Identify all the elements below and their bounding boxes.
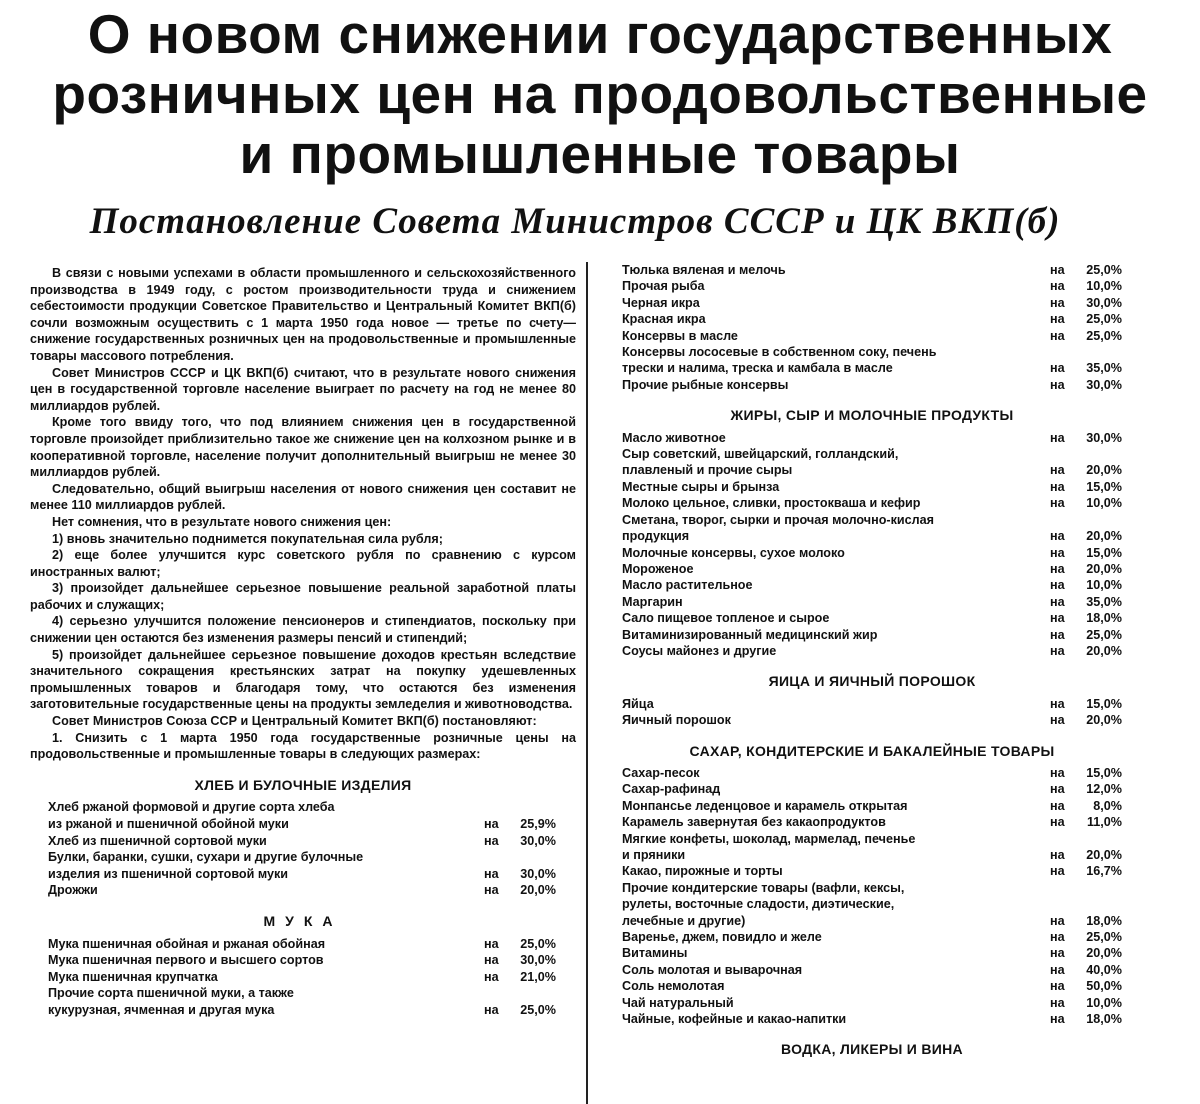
item-name: Молоко цельное, сливки, простокваша и кефир	[622, 496, 921, 511]
table-row	[622, 962, 1122, 978]
item-percent: 20,0%	[1086, 463, 1122, 478]
item-percent: 20,0%	[1086, 643, 1122, 658]
item-name: Прочие кондитерские товары (вафли, кексы, рулеты, восточные сладости, диэтические, лечебные и другие)	[622, 880, 905, 928]
item-name: Яичный порошок	[622, 713, 731, 728]
item-percent: 50,0%	[1086, 979, 1122, 994]
item-percent: 25,0%	[1086, 627, 1122, 642]
item-percent: 30,0%	[520, 833, 556, 848]
item-percent: 15,0%	[1086, 479, 1122, 494]
item-percent: 25,0%	[520, 936, 556, 951]
item-percent: 25,0%	[1086, 263, 1122, 277]
table-row	[48, 969, 556, 986]
item-prefix: на	[1050, 263, 1065, 277]
section-heading: ЖИРЫ, СЫР И МОЛОЧНЫЕ ПРОДУКТЫ	[730, 407, 1014, 424]
item-prefix: на	[1050, 361, 1065, 376]
item-name: Карамель завернутая без какаопродуктов	[622, 815, 886, 830]
item-name: Мороженое	[622, 561, 694, 576]
item-percent: 21,0%	[520, 969, 556, 984]
item-prefix: на	[484, 1002, 499, 1017]
table-row	[622, 643, 1122, 659]
table-row	[622, 594, 1122, 610]
table-row	[622, 880, 1122, 929]
item-name: Молочные консервы, сухое молоко	[622, 545, 845, 560]
item-name: Местные сыры и брынза	[622, 479, 780, 494]
table-row	[622, 545, 1122, 561]
item-prefix: на	[484, 833, 499, 848]
item-percent: 30,0%	[1086, 377, 1122, 392]
item-prefix: на	[1050, 643, 1065, 658]
body-paragraph: 1. Снизить с 1 марта 1950 года государственные розничные цены на продовольственные и промышленные товары в следующих размерах:	[30, 730, 576, 762]
item-percent: 25,0%	[520, 1002, 556, 1017]
section-heading: МУКА	[263, 912, 343, 929]
item-prefix: на	[484, 866, 499, 881]
table-row	[622, 495, 1122, 511]
item-name: Соль немолотая	[622, 979, 725, 994]
item-percent: 25,0%	[1086, 930, 1122, 945]
price-table	[48, 936, 556, 1019]
item-name: Сахар-рафинад	[622, 782, 721, 797]
item-name: Дрожжи	[48, 883, 98, 898]
item-prefix: на	[1050, 279, 1065, 294]
table-row	[622, 377, 1122, 393]
item-prefix: на	[1050, 696, 1065, 711]
item-percent: 18,0%	[1086, 1012, 1122, 1027]
item-prefix: на	[1050, 713, 1065, 728]
item-name: Прочие сорта пшеничной муки, а также кукурузная, ячменная и другая мука	[48, 986, 294, 1017]
item-prefix: на	[1050, 611, 1065, 626]
item-prefix: на	[1050, 594, 1065, 609]
item-prefix: на	[1050, 627, 1065, 642]
item-percent: 25,0%	[1086, 328, 1122, 343]
item-prefix: на	[1050, 946, 1065, 961]
item-percent: 20,0%	[1086, 946, 1122, 961]
table-row	[622, 446, 1122, 479]
price-table	[622, 696, 1122, 729]
item-name: Соль молотая и выварочная	[622, 962, 803, 977]
item-prefix: на	[1050, 479, 1065, 494]
item-percent: 15,0%	[1086, 765, 1122, 780]
item-prefix: на	[1050, 328, 1065, 343]
item-name: Сахар-песок	[622, 765, 700, 780]
table-row	[622, 945, 1122, 961]
item-name: Варенье, джем, повидло и желе	[622, 930, 822, 945]
body-paragraph: Следовательно, общий выигрыш населения от нового снижения цен составит не менее 110 миллиардов рублей.	[30, 481, 576, 513]
body-paragraph: 2) еще более улучшится курс советского рубля по сравнению с курсом иностранных валют;	[30, 548, 576, 579]
table-row	[622, 512, 1122, 545]
column-divider	[586, 262, 588, 1104]
table-row	[622, 929, 1122, 945]
item-prefix: на	[1050, 561, 1065, 576]
left-column	[30, 265, 576, 1019]
item-prefix: на	[1050, 962, 1065, 977]
table-row	[622, 577, 1122, 593]
item-prefix: на	[1050, 1012, 1065, 1027]
price-table	[622, 262, 1122, 393]
subtitle: Постановление Совета Министров СССР и ЦК ВКП(б)	[89, 201, 1061, 242]
table-row	[622, 814, 1122, 830]
body-paragraph: Совет Министров Союза ССР и Центральный Комитет ВКП(б) постановляют:	[52, 714, 537, 729]
item-name: Мука пшеничная первого и высшего сортов	[48, 953, 324, 968]
item-prefix: на	[484, 883, 499, 898]
table-row	[622, 311, 1122, 327]
item-percent: 16,7%	[1086, 864, 1122, 879]
item-prefix: на	[1050, 995, 1065, 1010]
table-row	[622, 262, 1122, 278]
item-percent: 11,0%	[1086, 815, 1122, 830]
item-percent: 30,0%	[1086, 295, 1122, 310]
table-row	[622, 295, 1122, 311]
table-row	[622, 627, 1122, 643]
item-name: Яйца	[622, 696, 654, 711]
item-name: Консервы в масле	[622, 328, 738, 343]
table-row	[622, 610, 1122, 626]
right-column	[622, 262, 1122, 1064]
item-name: Сало пищевое топленое и сырое	[622, 611, 830, 626]
item-prefix: на	[1050, 377, 1065, 392]
item-percent: 25,0%	[1086, 312, 1122, 327]
item-prefix: на	[1050, 979, 1065, 994]
item-percent: 10,0%	[1086, 578, 1122, 593]
item-name: Мука пшеничная крупчатка	[48, 969, 218, 984]
item-name: Чайные, кофейные и какао-напитки	[622, 1012, 847, 1027]
item-name: Прочие рыбные консервы	[622, 377, 789, 392]
item-prefix: на	[1050, 798, 1065, 813]
table-row	[622, 1011, 1122, 1027]
item-percent: 30,0%	[1086, 430, 1122, 445]
table-row	[622, 328, 1122, 344]
item-prefix: на	[1050, 864, 1065, 879]
table-row	[622, 430, 1122, 446]
item-percent: 15,0%	[1086, 696, 1122, 711]
body-paragraph: 5) произойдет дальнейшее серьезное повышение доходов крестьян вследствие значительного сокращения крестьянских затрат на покупку удешевленных промышленных товаров и благодаря тому, что остаются без изменения заготовительные государственные цены на продукты земледелия и животноводства.	[30, 647, 576, 712]
item-percent: 30,0%	[520, 953, 556, 968]
table-row	[622, 344, 1122, 377]
table-row	[622, 781, 1122, 797]
item-name: Прочая рыба	[622, 279, 705, 294]
table-row	[622, 798, 1122, 814]
table-row	[48, 799, 556, 832]
item-percent: 35,0%	[1086, 594, 1122, 609]
body-paragraph: В связи с новыми успехами в области промышленного и сельскохозяйственного производства в 1949 году, с ростом производительности труда и снижением себестоимости продукции Советское Правительство и Центральный Комитет ВКП(б) сочли возможным осуществить с 1 марта 1950 года новое — третье по счету—снижение государственных розничных цен на продовольственные и промышленные товары массового потребления.	[30, 266, 576, 363]
item-percent: 18,0%	[1086, 611, 1122, 626]
item-percent: 8,0%	[1093, 798, 1122, 813]
item-prefix: на	[1050, 430, 1065, 445]
item-prefix: на	[1050, 578, 1065, 593]
section-heading: ЯИЦА И ЯИЧНЫЙ ПОРОШОК	[768, 673, 976, 690]
item-name: Витамины	[622, 946, 688, 961]
item-prefix: на	[1050, 848, 1065, 862]
table-row	[622, 561, 1122, 577]
item-name: Черная икра	[622, 295, 700, 310]
item-name: Сыр советский, швейцарский, голландский, плавленый и прочие сыры	[622, 447, 899, 478]
table-row	[622, 863, 1122, 879]
body-paragraph: 4) серьезно улучшится положение пенсионеров и стипендиатов, поскольку при снижении цен остаются без изменения размеры пенсий и стипендий;	[30, 614, 576, 646]
item-percent: 10,0%	[1086, 496, 1122, 511]
item-name: Хлеб из пшеничной сортовой муки	[48, 833, 267, 848]
item-name: Масло растительное	[622, 578, 753, 593]
body-paragraph: Нет сомнения, что в результате нового снижения цен:	[52, 514, 392, 529]
item-prefix: на	[484, 953, 499, 968]
item-name: Монпансье леденцовое и карамель открытая	[622, 798, 908, 813]
item-prefix: на	[484, 969, 499, 984]
item-percent: 35,0%	[1086, 361, 1122, 376]
table-row	[622, 712, 1122, 728]
table-row	[48, 936, 556, 953]
item-percent: 12,0%	[1086, 782, 1122, 797]
item-percent: 20,0%	[1086, 529, 1122, 544]
item-percent: 25,9%	[520, 817, 556, 831]
body-paragraph: 3) произойдет дальнейшее серьезное повышение реальной заработной платы рабочих и служащих;	[30, 581, 576, 612]
table-row	[622, 995, 1122, 1011]
body-paragraph: Кроме того ввиду того, что под влиянием снижения цен в государственной торговле произойдет приблизительно такое же снижение цен на колхозном рынке и в кооперативной торговле, население получит дополнительный выигрыш не менее 30 миллиардов рублей.	[30, 415, 576, 480]
item-percent: 20,0%	[520, 883, 556, 898]
item-name: Тюлька вяленая и мелочь	[622, 263, 786, 277]
body-paragraph: 1) вновь значительно поднимется покупательная сила рубля;	[52, 531, 443, 546]
item-percent: 20,0%	[1086, 561, 1122, 576]
item-prefix: на	[484, 936, 499, 951]
item-percent: 15,0%	[1086, 545, 1122, 560]
table-row	[622, 696, 1122, 712]
item-prefix: на	[1050, 930, 1065, 945]
body-paragraph: Совет Министров СССР и ЦК ВКП(б) считают, что в результате нового снижения цен в государственной торговле население выиграет по расчету на год не менее 80 миллиардов рублей.	[30, 365, 576, 413]
item-prefix: на	[484, 817, 499, 831]
item-prefix: на	[1050, 782, 1065, 797]
item-percent: 10,0%	[1086, 995, 1122, 1010]
table-row	[622, 978, 1122, 994]
item-percent: 20,0%	[1086, 848, 1122, 862]
item-name: Хлеб ржаной формовой и другие сорта хлеба из ржаной и пшеничной обойной муки	[48, 800, 335, 831]
table-row	[48, 952, 556, 969]
item-prefix: на	[1050, 545, 1065, 560]
item-prefix: на	[1050, 295, 1065, 310]
table-row	[48, 882, 556, 899]
item-percent: 20,0%	[1086, 713, 1122, 728]
table-row	[622, 479, 1122, 495]
item-prefix: на	[1050, 815, 1065, 830]
item-name: Маргарин	[622, 594, 683, 609]
item-prefix: на	[1050, 496, 1065, 511]
table-row	[48, 849, 556, 882]
item-name: Какао, пирожные и торты	[622, 864, 783, 879]
table-row	[622, 765, 1122, 781]
item-prefix: на	[1050, 765, 1065, 780]
price-table	[622, 430, 1122, 660]
item-name: Витаминизированный медицинский жир	[622, 627, 878, 642]
item-name: Красная икра	[622, 312, 706, 327]
headline	[0, 4, 1200, 184]
item-name: Соусы майонез и другие	[622, 643, 777, 658]
item-name: Сметана, творог, сырки и прочая молочно-кислая продукция	[622, 512, 935, 544]
item-prefix: на	[1050, 529, 1065, 544]
table-row	[622, 278, 1122, 294]
section-heading: САХАР, КОНДИТЕРСКИЕ И БАКАЛЕЙНЫЕ ТОВАРЫ	[689, 742, 1055, 759]
item-prefix: на	[1050, 913, 1065, 928]
headline-line: О новом снижении государственных	[87, 3, 1113, 65]
item-prefix: на	[1050, 312, 1065, 327]
item-name: Консервы лососевые в собственном соку, печень трески и налима, треска и камбала в масле	[622, 345, 937, 376]
item-percent: 18,0%	[1086, 913, 1122, 928]
item-name: Чай натуральный	[622, 995, 734, 1010]
item-percent: 30,0%	[520, 866, 556, 881]
item-name: Булки, баранки, сушки, сухари и другие булочные изделия из пшеничной сортовой муки	[48, 850, 364, 881]
table-row	[48, 833, 556, 850]
item-name: Мука пшеничная обойная и ржаная обойная	[48, 936, 326, 951]
section-heading: ВОДКА, ЛИКЕРЫ И ВИНА	[781, 1041, 963, 1058]
item-percent: 10,0%	[1086, 279, 1122, 294]
headline-line: и промышленные товары	[239, 123, 961, 185]
table-row	[48, 985, 556, 1018]
item-name: Масло животное	[622, 430, 726, 445]
item-percent: 40,0%	[1086, 962, 1122, 977]
item-prefix: на	[1050, 463, 1065, 478]
table-row	[622, 831, 1122, 864]
headline-line: розничных цен на продовольственные	[52, 63, 1148, 125]
section-heading: ХЛЕБ И БУЛОЧНЫЕ ИЗДЕЛИЯ	[194, 776, 412, 793]
price-table	[622, 765, 1122, 1028]
item-name: Мягкие конфеты, шоколад, мармелад, печенье и пряники	[622, 831, 916, 862]
price-table	[48, 799, 556, 899]
